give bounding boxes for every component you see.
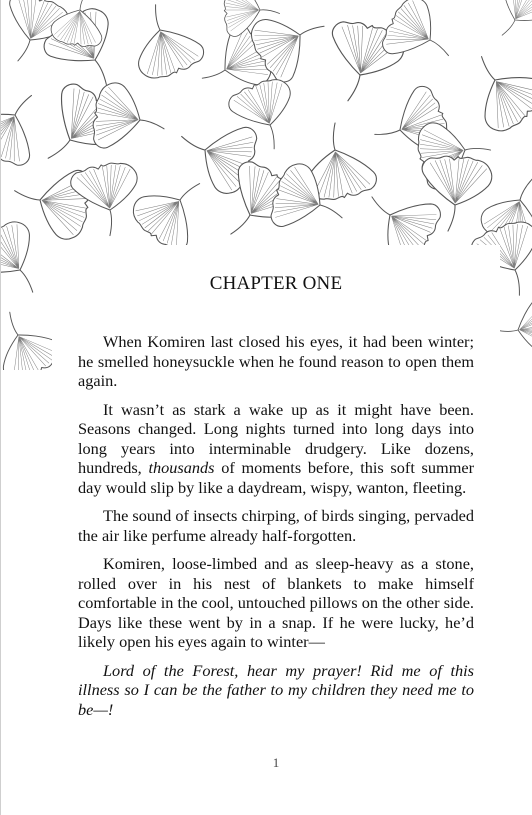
paragraph (78, 332, 474, 391)
emphasis-text: thousands (148, 458, 215, 477)
chapter-title: CHAPTER ONE (209, 273, 343, 294)
paragraph-text: The sound of insects chirping, of birds singing, pervaded the air like perfume already half-forgotten. (78, 506, 474, 545)
paragraph-text: of moments before, this soft summer day would slip by like a daydream, wispy, wanton, fleeting. (78, 458, 475, 497)
paragraph (78, 506, 474, 545)
prayer-paragraph (78, 661, 474, 720)
paragraph-text: It wasn’t as stark a wake up as it might have been. Seasons changed. Long nights turned into long days into long years into interminable drudgery. Like dozens, hundreds, (78, 399, 474, 477)
paragraph-text: When Komiren last closed his eyes, it had been winter; he smelled honeysuckle when he found reason to open them again. (78, 332, 474, 390)
paragraph-text: Lord of the Forest, hear my prayer! Rid me of this illness so I can be the father to my children they need me to be—! (78, 660, 474, 719)
paragraph-text: Komiren, loose-limbed and as sleep-heavy as a stone, rolled over in his nest of blankets to make himself comfortable in the cool, untouched pillows on the other side. Days like these went by in a snap. If he were lucky, he’d likely open his eyes again to winter— (78, 554, 474, 651)
paragraph (78, 400, 474, 498)
chapter-body (78, 332, 474, 728)
text-panel (52, 245, 500, 815)
paragraph (78, 554, 474, 652)
page-number: 1 (272, 755, 280, 770)
